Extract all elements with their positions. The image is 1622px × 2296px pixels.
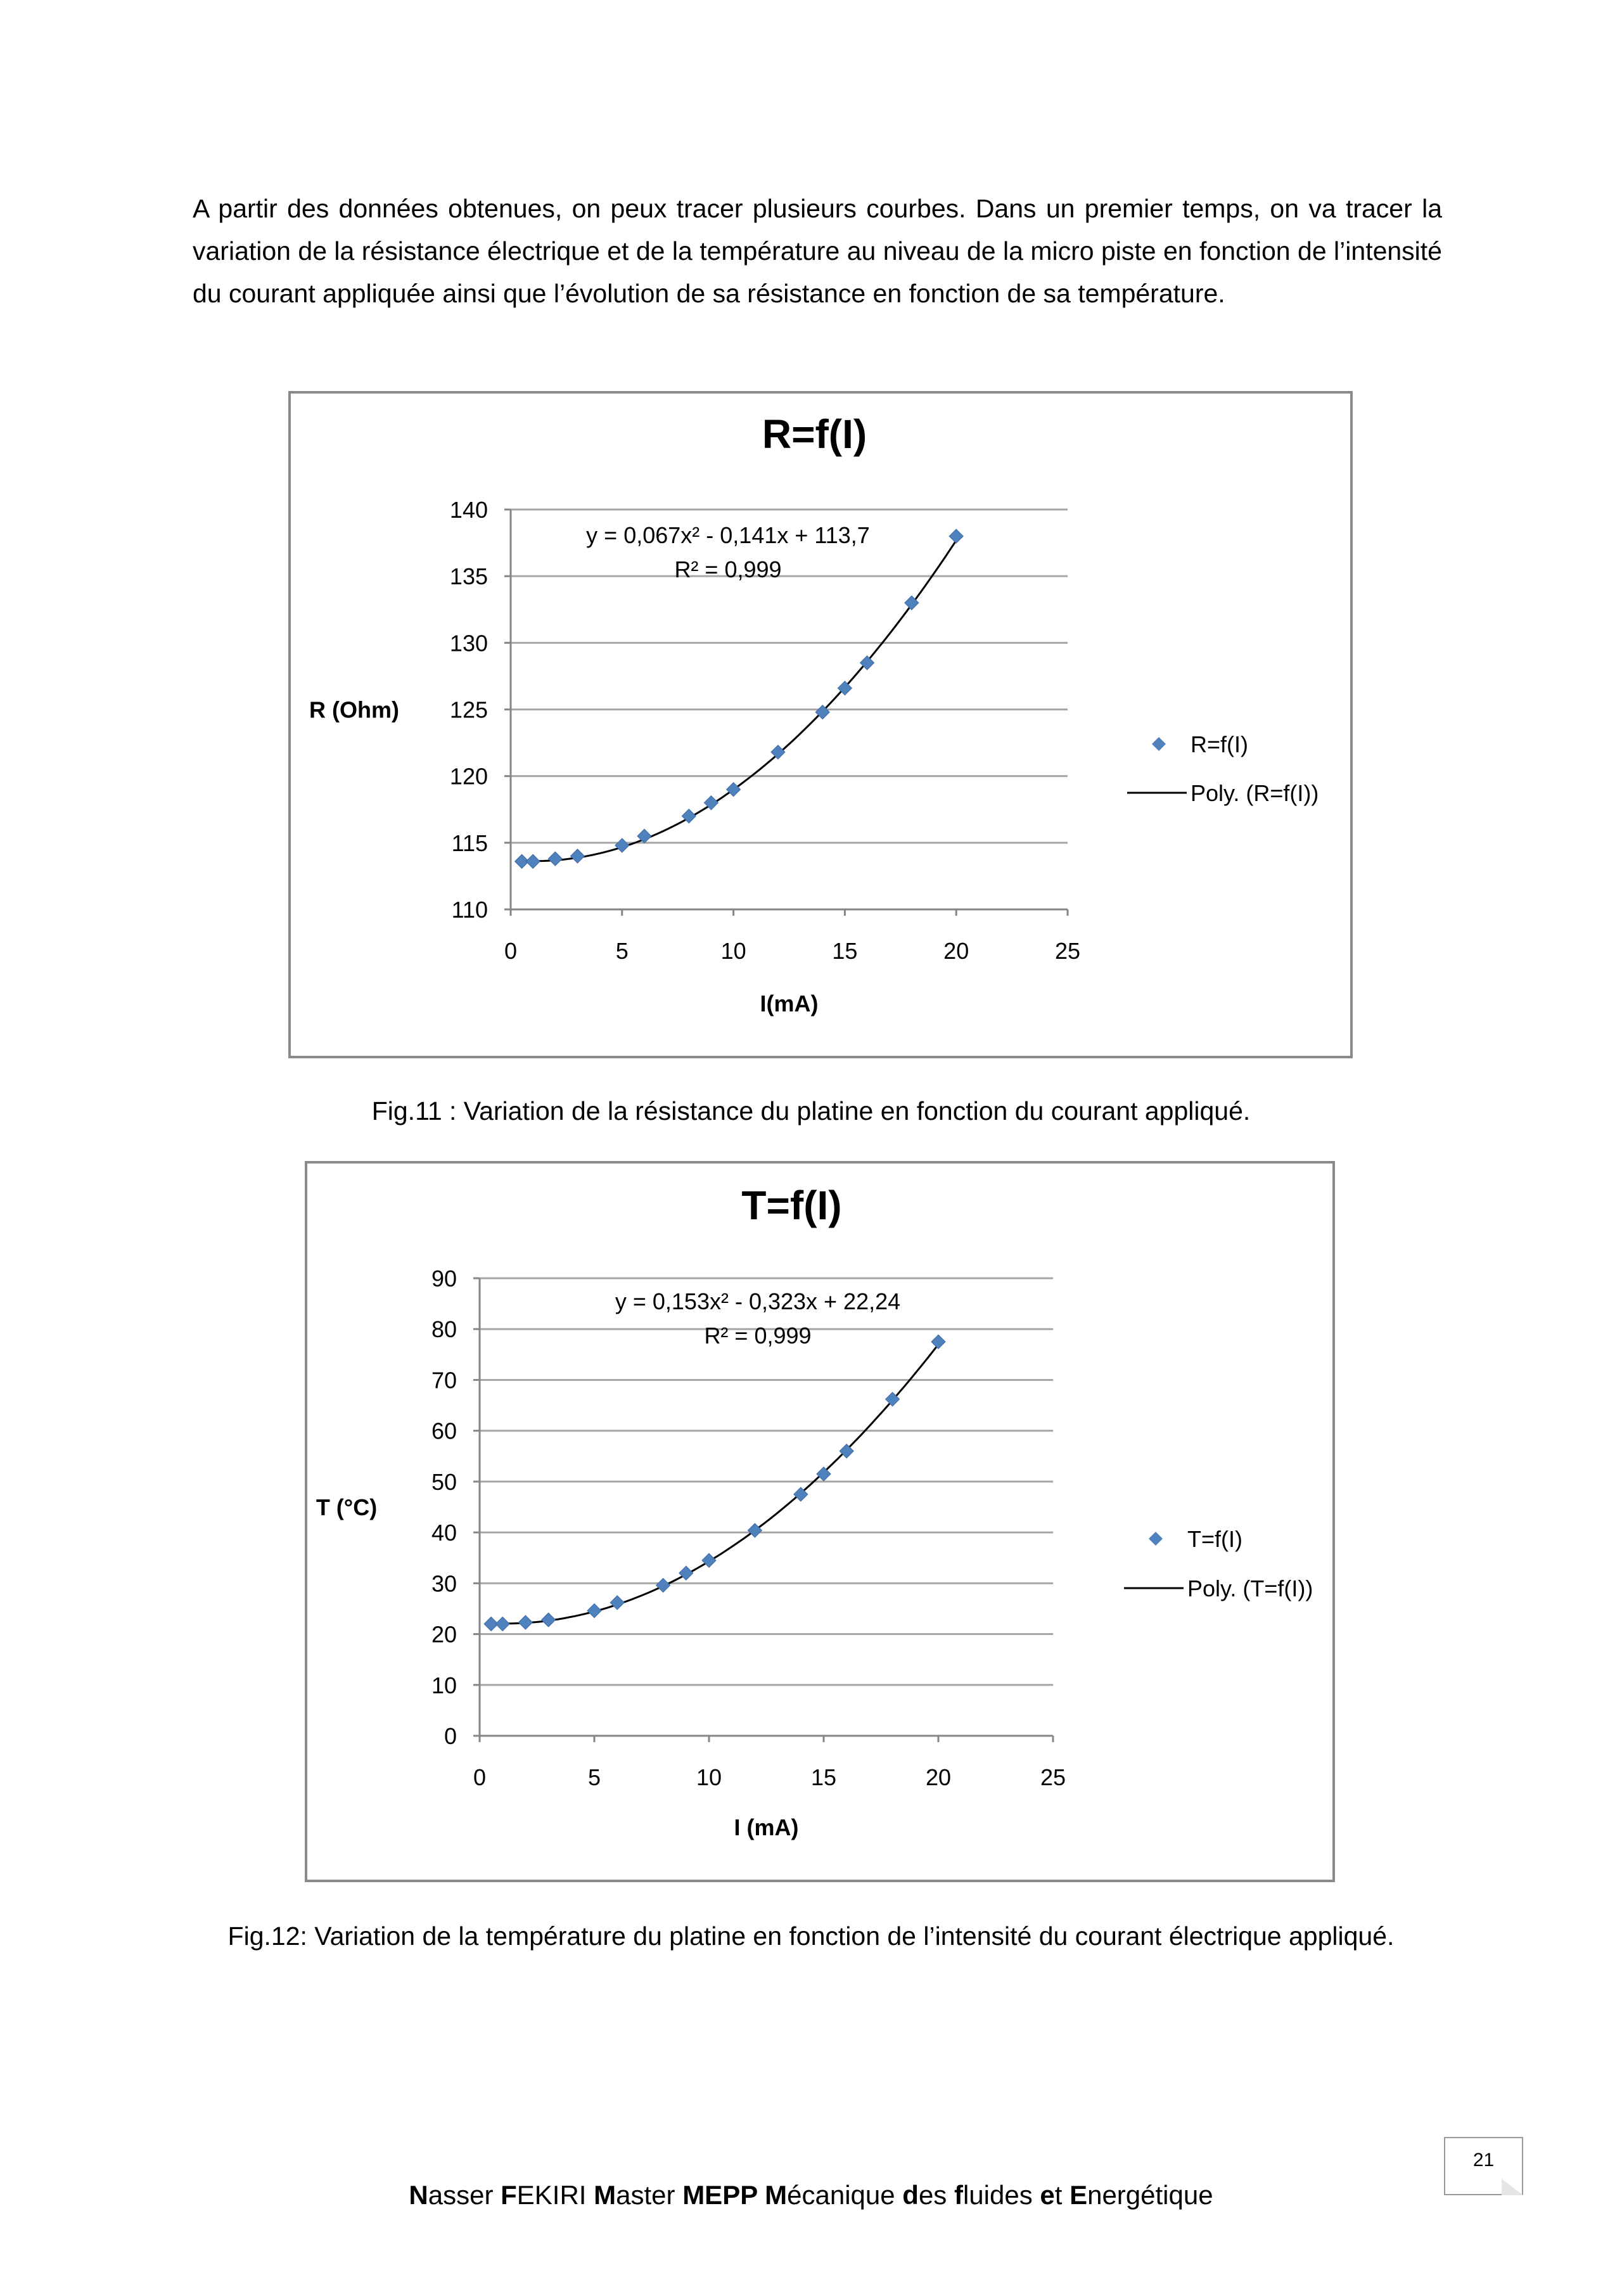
footer-segment: d (902, 2180, 919, 2210)
data-point (949, 529, 963, 543)
y-tick-label: 10 (431, 1672, 457, 1698)
data-point (495, 1617, 509, 1631)
chart-title: R=f(I) (762, 411, 867, 457)
data-point (931, 1335, 945, 1349)
data-point (548, 852, 562, 866)
y-tick-label: 70 (431, 1367, 457, 1394)
trendline (491, 1344, 938, 1624)
data-point (542, 1613, 556, 1627)
y-tick-label: 140 (449, 497, 488, 523)
figure-12-caption: Fig.12: Variation de la température du platine en fonction de l’intensité du courant électrique appliqué. (227, 1921, 1395, 1951)
y-axis-label: R (Ohm) (309, 696, 399, 723)
x-tick-label: 0 (504, 938, 518, 964)
footer-segment: aster (616, 2180, 683, 2210)
footer-segment: F (501, 2180, 517, 2210)
footer-segment: EKIRI (516, 2180, 594, 2210)
y-tick-label: 135 (449, 563, 488, 590)
x-tick-label: 15 (832, 938, 858, 964)
x-tick-label: 10 (696, 1764, 722, 1790)
data-point (526, 854, 540, 868)
footer-segment: f (954, 2180, 963, 2210)
chart-temperature-frame (305, 1161, 1335, 1882)
footer-segment: M (594, 2180, 616, 2210)
chart-temperature (307, 1164, 1338, 1885)
footer-segment: MEPP (682, 2180, 765, 2210)
chart-resistance-frame (288, 391, 1353, 1058)
data-point (518, 1615, 532, 1629)
legend-label: T=f(I) (1187, 1526, 1242, 1552)
data-point (727, 783, 741, 797)
x-tick-label: 15 (810, 1764, 837, 1790)
y-tick-label: 60 (431, 1418, 457, 1444)
x-tick-label: 10 (720, 938, 746, 964)
y-tick-label: 90 (431, 1266, 457, 1292)
footer-segment: E (1070, 2180, 1088, 2210)
footer-segment: écanique (787, 2180, 903, 2210)
footer-segment: t (1054, 2180, 1070, 2210)
legend-marker (1152, 737, 1166, 751)
footer-segment: M (765, 2180, 788, 2210)
data-point (748, 1523, 762, 1537)
trendline-equation: y = 0,067x² - 0,141x + 113,7 (586, 522, 870, 548)
intro-paragraph: A partir des données obtenues, on peux tracer plusieurs courbes. Dans un premier temps, on va tracer la variation de la résistance électrique et de la température au niveau de la micro piste en fonction de l’intensité du courant appliquée ainsi que l’évolution de sa résistance en fonction de sa température. (193, 194, 1442, 308)
y-tick-label: 50 (431, 1468, 457, 1495)
y-tick-label: 20 (431, 1621, 457, 1648)
x-tick-label: 20 (943, 938, 969, 964)
y-tick-label: 115 (451, 830, 488, 856)
footer-segment: luides (962, 2180, 1040, 2210)
y-tick-label: 125 (449, 696, 488, 723)
page-number: 21 (1472, 2150, 1495, 2171)
y-tick-label: 120 (449, 763, 488, 790)
data-point (587, 1604, 601, 1618)
footer-segment: asser (428, 2180, 501, 2210)
y-tick-label: 130 (449, 630, 488, 657)
x-tick-label: 0 (473, 1764, 487, 1790)
legend-marker (1149, 1532, 1163, 1546)
y-tick-label: 110 (451, 897, 488, 923)
x-tick-label: 5 (587, 1764, 601, 1790)
legend-label: Poly. (T=f(I)) (1187, 1575, 1313, 1601)
x-tick-label: 25 (1040, 1764, 1066, 1790)
y-tick-label: 40 (431, 1520, 457, 1546)
data-point (610, 1596, 624, 1610)
figure-11-caption: Fig.11 : Variation de la résistance du platine en fonction du courant appliqué. (371, 1096, 1251, 1126)
x-tick-label: 25 (1054, 938, 1081, 964)
x-tick-label: 5 (615, 938, 629, 964)
y-tick-label: 0 (444, 1723, 457, 1749)
data-point (771, 745, 785, 759)
legend-label: R=f(I) (1191, 731, 1249, 757)
y-tick-label: 30 (431, 1570, 457, 1597)
x-axis-label: I (mA) (734, 1814, 799, 1840)
footer-segment: es (918, 2180, 954, 2210)
y-axis-label: T (°C) (316, 1494, 378, 1520)
footer-segment: e (1040, 2180, 1055, 2210)
x-axis-label: I(mA) (760, 991, 819, 1017)
data-point (570, 849, 584, 863)
r-squared-label: R² = 0,999 (674, 556, 782, 582)
legend-label: Poly. (R=f(I)) (1191, 780, 1319, 806)
r-squared-label: R² = 0,999 (704, 1323, 812, 1349)
footer (0, 2180, 1622, 2210)
y-tick-label: 80 (431, 1316, 457, 1343)
trendline (522, 541, 957, 861)
chart-title: T=f(I) (741, 1183, 842, 1228)
x-tick-label: 20 (925, 1764, 952, 1790)
footer-segment: N (409, 2180, 428, 2210)
footer-segment: nergétique (1087, 2180, 1213, 2210)
data-point (817, 1467, 831, 1481)
data-point (615, 838, 629, 852)
chart-resistance (291, 394, 1355, 1061)
data-point (656, 1579, 670, 1593)
trendline-equation: y = 0,153x² - 0,323x + 22,24 (615, 1288, 901, 1314)
